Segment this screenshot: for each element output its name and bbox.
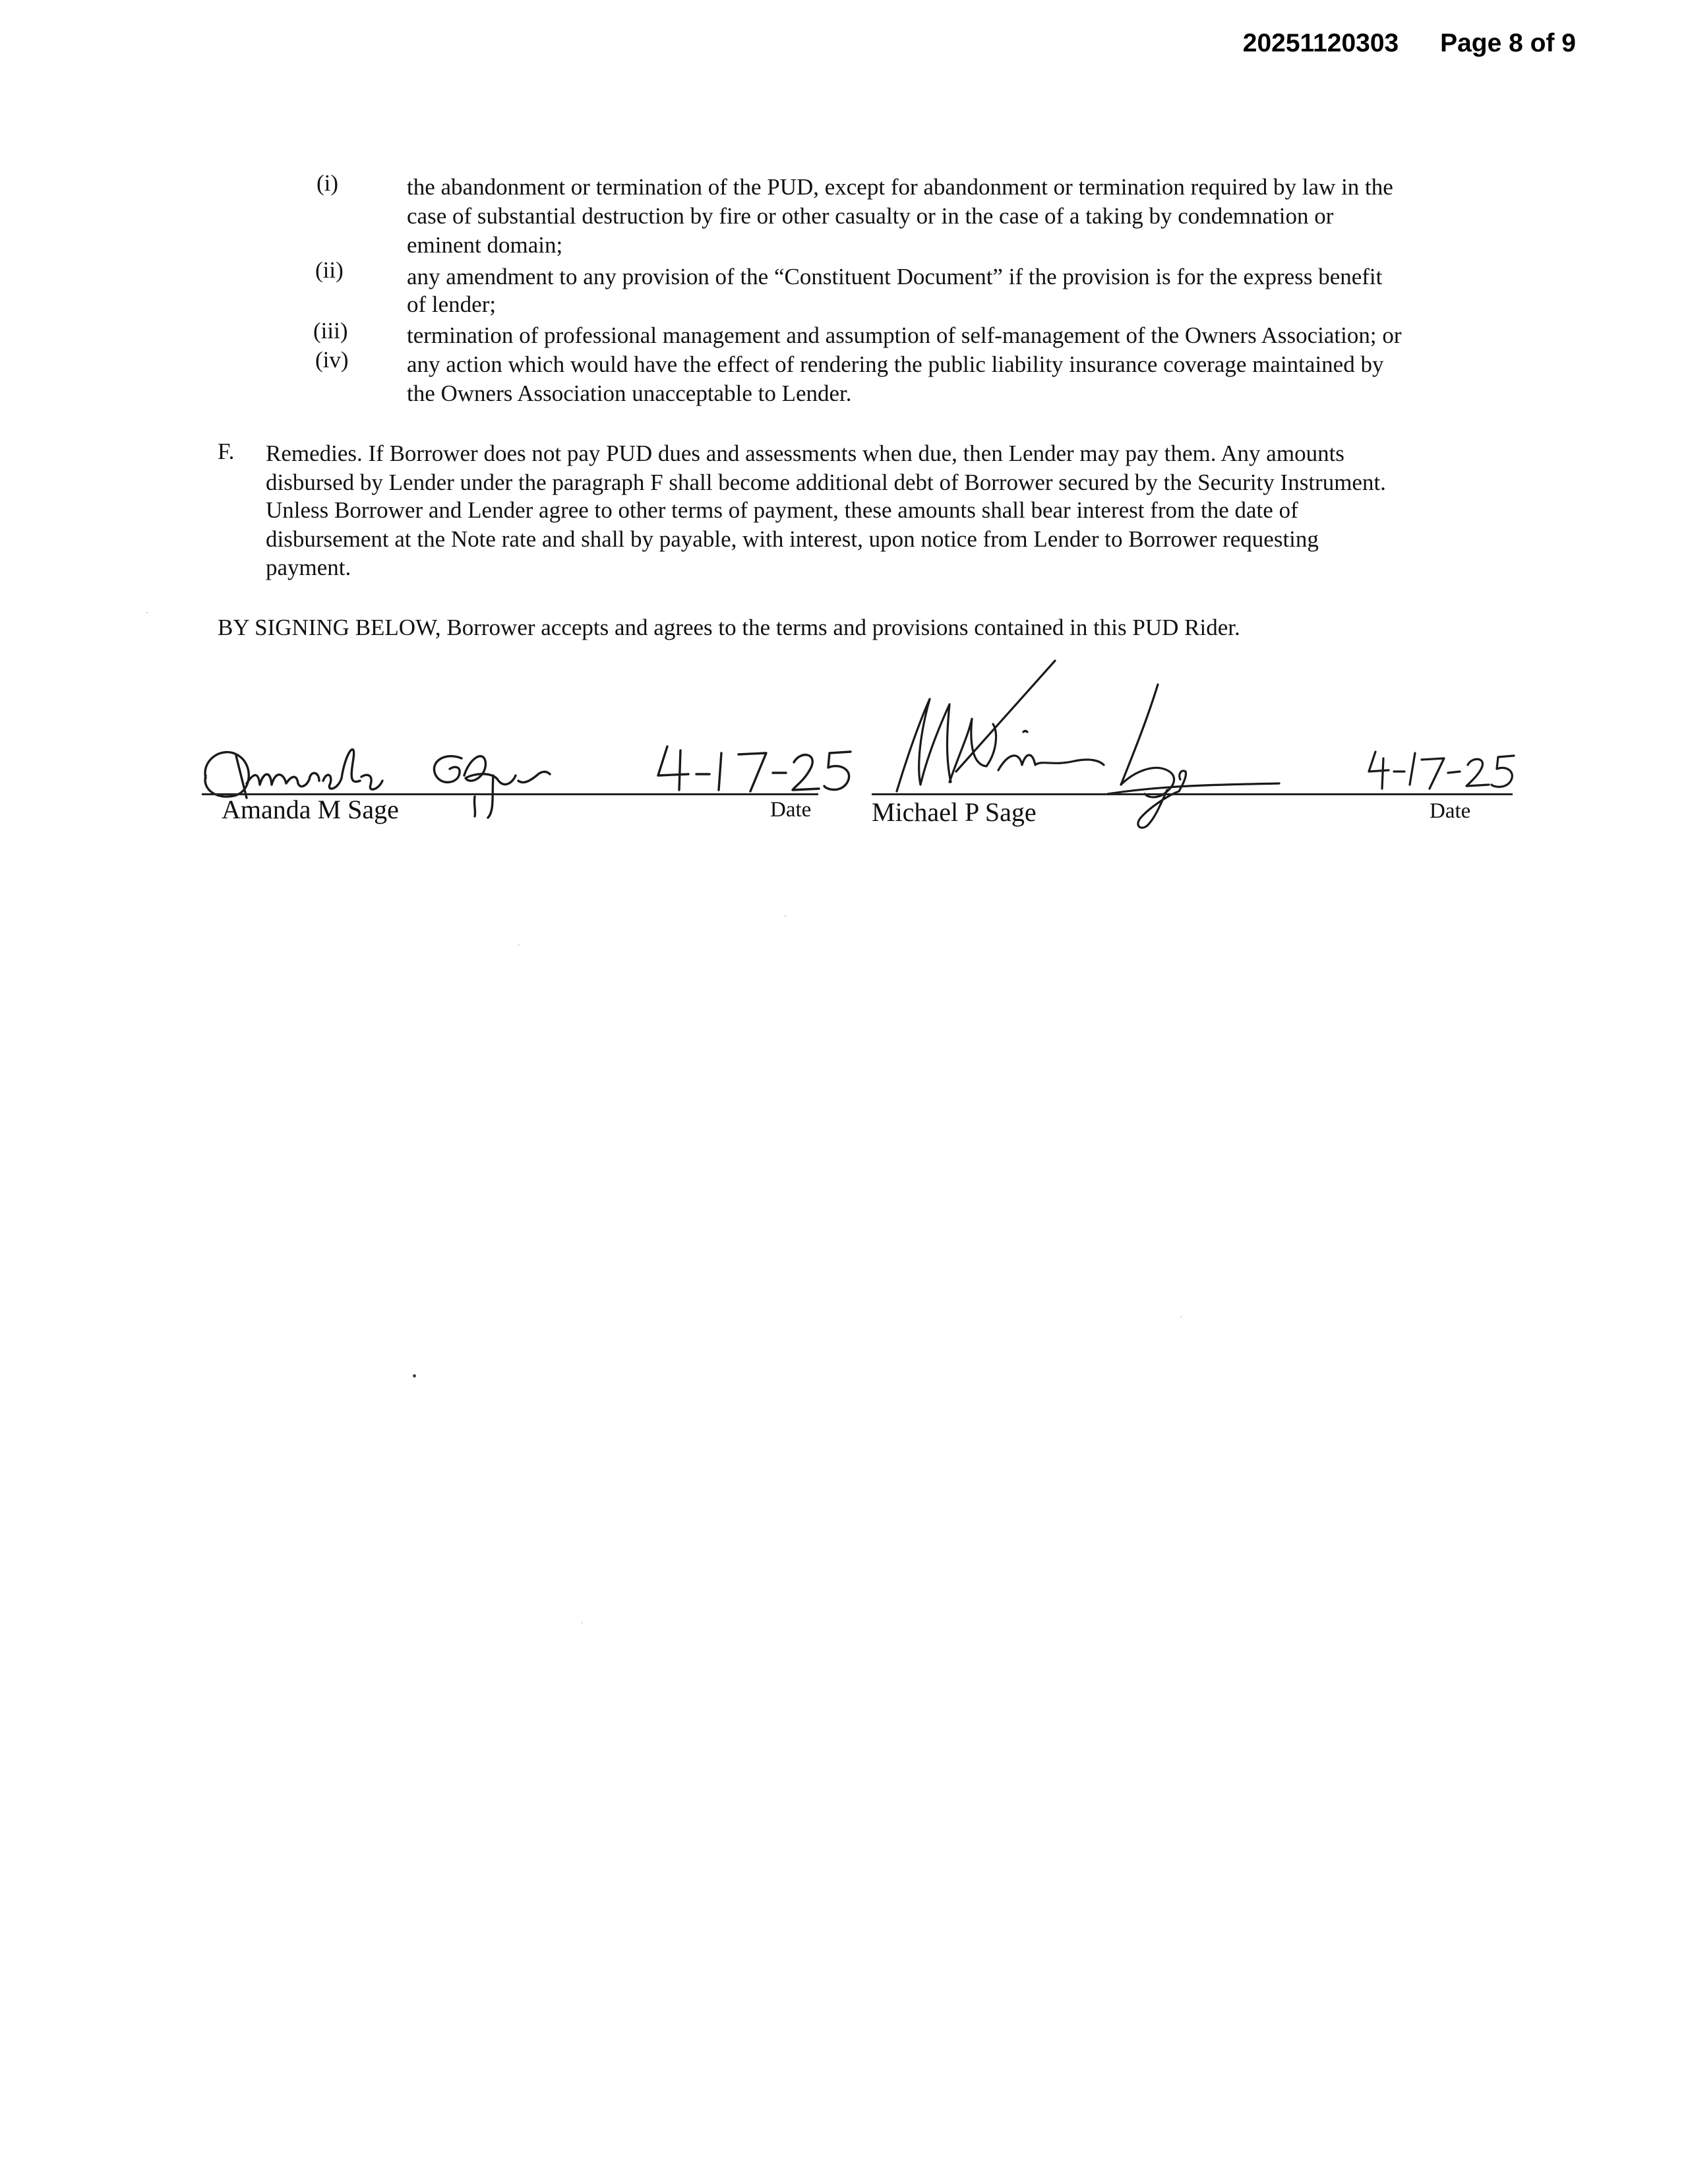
item-marker: (iii) — [313, 318, 348, 344]
item-line: any amendment to any provision of the “Constituent Document” if the provision is for the express benefit — [407, 264, 1383, 289]
scan-speck — [146, 612, 148, 613]
item-marker: (i) — [316, 170, 339, 196]
section-marker: F. — [218, 439, 235, 464]
signing-statement: BY SIGNING BELOW, Borrower accepts and agrees to the terms and provisions contained in this PUD Rider. — [218, 615, 1240, 640]
item-marker: (ii) — [315, 257, 344, 283]
section-line: disbursement at the Note rate and shall by payable, with interest, upon notice from Lender to Borrower requesting — [266, 526, 1319, 552]
item-line: termination of professional management and assumption of self-management of the Owners Association; or — [407, 322, 1402, 348]
page-label: Page 8 of 9 — [1440, 29, 1576, 57]
scan-speck — [413, 1374, 416, 1378]
date-label: Date — [1430, 799, 1471, 823]
item-line: of lender; — [407, 291, 497, 317]
item-line: the Owners Association unacceptable to Lender. — [407, 380, 852, 406]
record-number: 20251120303 — [1242, 29, 1399, 57]
section-line: Remedies. If Borrower does not pay PUD dues and assessments when due, then Lender may pay them. Any amounts — [266, 440, 1344, 466]
signer-name: Amanda M Sage — [222, 795, 399, 824]
scan-speck — [582, 1622, 583, 1623]
section-line: payment. — [266, 555, 351, 580]
item-line: any action which would have the effect of rendering the public liability insurance coverage maintained by — [407, 351, 1384, 377]
item-marker: (iv) — [315, 347, 349, 373]
section-line: Unless Borrower and Lender agree to other terms of payment, these amounts shall bear interest from the date of — [266, 497, 1298, 523]
section-line: disbursed by Lender under the paragraph F shall become additional debt of Borrower secured by the Security Instrument. — [266, 470, 1386, 495]
date-label: Date — [770, 798, 812, 822]
page-header — [1243, 29, 1576, 58]
signature-line — [872, 793, 1513, 795]
scan-speck — [518, 944, 520, 946]
item-line: case of substantial destruction by fire or other casualty or in the case of a taking by condemnation or — [407, 203, 1334, 229]
signer-name: Michael P Sage — [872, 797, 1037, 827]
scan-speck — [1180, 1316, 1182, 1318]
scan-speck — [785, 915, 786, 917]
item-line: the abandonment or termination of the PUD, except for abandonment or termination required by law in the — [407, 174, 1393, 200]
item-line: eminent domain; — [407, 232, 563, 258]
